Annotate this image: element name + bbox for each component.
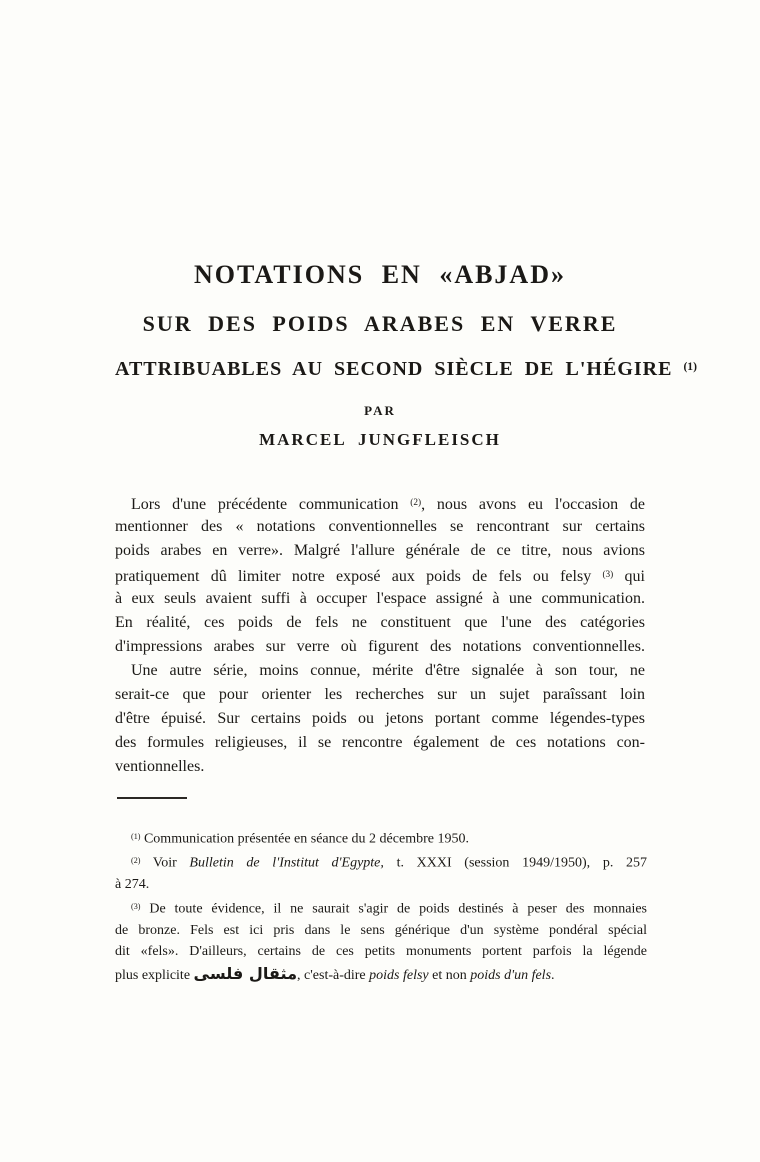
text-segment: Communication présentée en séance du 2 décembre 1950. bbox=[140, 831, 469, 847]
body-line bbox=[115, 563, 645, 587]
body-line bbox=[115, 707, 645, 731]
text-segment: qui bbox=[613, 568, 645, 586]
text-segment: à 274. bbox=[115, 877, 150, 893]
text-segment: , nous avons eu l'occasion de bbox=[421, 496, 646, 514]
footnote-line bbox=[115, 941, 647, 963]
body-line bbox=[115, 491, 645, 515]
text-segment: serait-ce que pour orienter les recherches sur un sujet paraîssant loin bbox=[115, 686, 645, 703]
text-segment: De toute évidence, il ne saurait s'agir de poids destinés à peser des monnaies bbox=[140, 901, 647, 917]
body-line bbox=[115, 731, 645, 755]
arabic-phrase: مثقال فلسى bbox=[193, 963, 298, 983]
superscript-note-marker: (3) bbox=[602, 570, 614, 580]
footnote-line bbox=[115, 826, 647, 850]
text-segment: des formules religieuses, il se rencontre également de ces notations con- bbox=[115, 734, 645, 751]
text-segment: En réalité, ces poids de fels ne constituent que l'une des catégories bbox=[115, 614, 645, 631]
text-segment: Lors d'une précédente communication bbox=[131, 496, 411, 514]
article-title-line-1: NOTATIONS EN «ABJAD» bbox=[194, 260, 566, 289]
italic-text: Bulletin de l'Institut d'Egypte, bbox=[189, 855, 384, 871]
body-line bbox=[115, 659, 645, 683]
text-segment: . bbox=[551, 967, 555, 983]
text-segment: mentionner des « notations conventionnelles se rencontrant sur certains bbox=[115, 518, 645, 535]
footnote-line bbox=[115, 850, 647, 874]
body-line bbox=[115, 683, 645, 707]
italic-text: poids d'un fels bbox=[470, 967, 552, 983]
text-segment: ATTRIBUABLES AU SECOND SIÈCLE DE L'HÉGIRE bbox=[115, 358, 684, 380]
text-segment: Une autre série, moins connue, mérite d'être signalée à son tour, ne bbox=[131, 662, 645, 679]
body-line bbox=[115, 587, 645, 611]
superscript-note-marker: (1) bbox=[131, 832, 141, 841]
footnote-separator bbox=[117, 797, 187, 799]
superscript-note-marker: (1) bbox=[683, 359, 697, 373]
text-segment: ventionnelles. bbox=[115, 758, 205, 775]
text-segment: à eux seuls avaient suffi à occuper l'espace assigné à une communication. bbox=[115, 590, 645, 607]
text-segment: t. XXXI (session 1949/1950), p. 257 bbox=[383, 855, 647, 871]
body-line bbox=[115, 515, 645, 539]
footnote-line bbox=[115, 874, 647, 896]
text-segment: poids arabes en verre». Malgré l'allure générale de ce titre, nous avions bbox=[115, 542, 645, 559]
article-title-line-3-text bbox=[115, 358, 697, 380]
superscript-note-marker: (3) bbox=[131, 901, 141, 911]
superscript-note-marker: (2) bbox=[131, 856, 141, 866]
article-title-line-2: SUR DES POIDS ARABES EN VERRE bbox=[142, 311, 618, 336]
footnote-line bbox=[115, 963, 647, 987]
footnote-line bbox=[115, 920, 647, 942]
footnotes bbox=[115, 826, 647, 986]
text-segment: Voir bbox=[140, 855, 190, 871]
body-line bbox=[115, 611, 645, 635]
byline-par: PAR bbox=[364, 403, 396, 418]
body-line bbox=[115, 635, 645, 659]
text-segment: , c'est-à-dire bbox=[297, 967, 370, 983]
text-segment: dit «fels». D'ailleurs, certains de ces petits monuments portent parfois la légende bbox=[115, 944, 647, 960]
italic-text: poids felsy bbox=[369, 967, 429, 983]
body-line bbox=[115, 755, 645, 779]
text-segment: plus explicite bbox=[115, 967, 194, 983]
footnote-line bbox=[115, 896, 647, 920]
text-segment: d'être épuisé. Sur certains poids ou jetons portant comme légendes-types bbox=[115, 710, 645, 727]
body-line bbox=[115, 539, 645, 563]
superscript-note-marker: (2) bbox=[410, 498, 422, 508]
text-segment: pratiquement dû limiter notre exposé aux poids de fels ou felsy bbox=[115, 568, 603, 586]
text-segment: de bronze. Fels est ici pris dans le sens générique d'un système pondéral spécial bbox=[115, 922, 647, 938]
article-title-line-3 bbox=[115, 358, 697, 381]
author-name: MARCEL JUNGFLEISCH bbox=[259, 430, 501, 449]
text-segment: d'impressions arabes sur verre où figurent des notations conventionnelles. bbox=[115, 638, 645, 655]
article-body bbox=[115, 491, 645, 779]
text-segment: et non bbox=[428, 967, 471, 983]
